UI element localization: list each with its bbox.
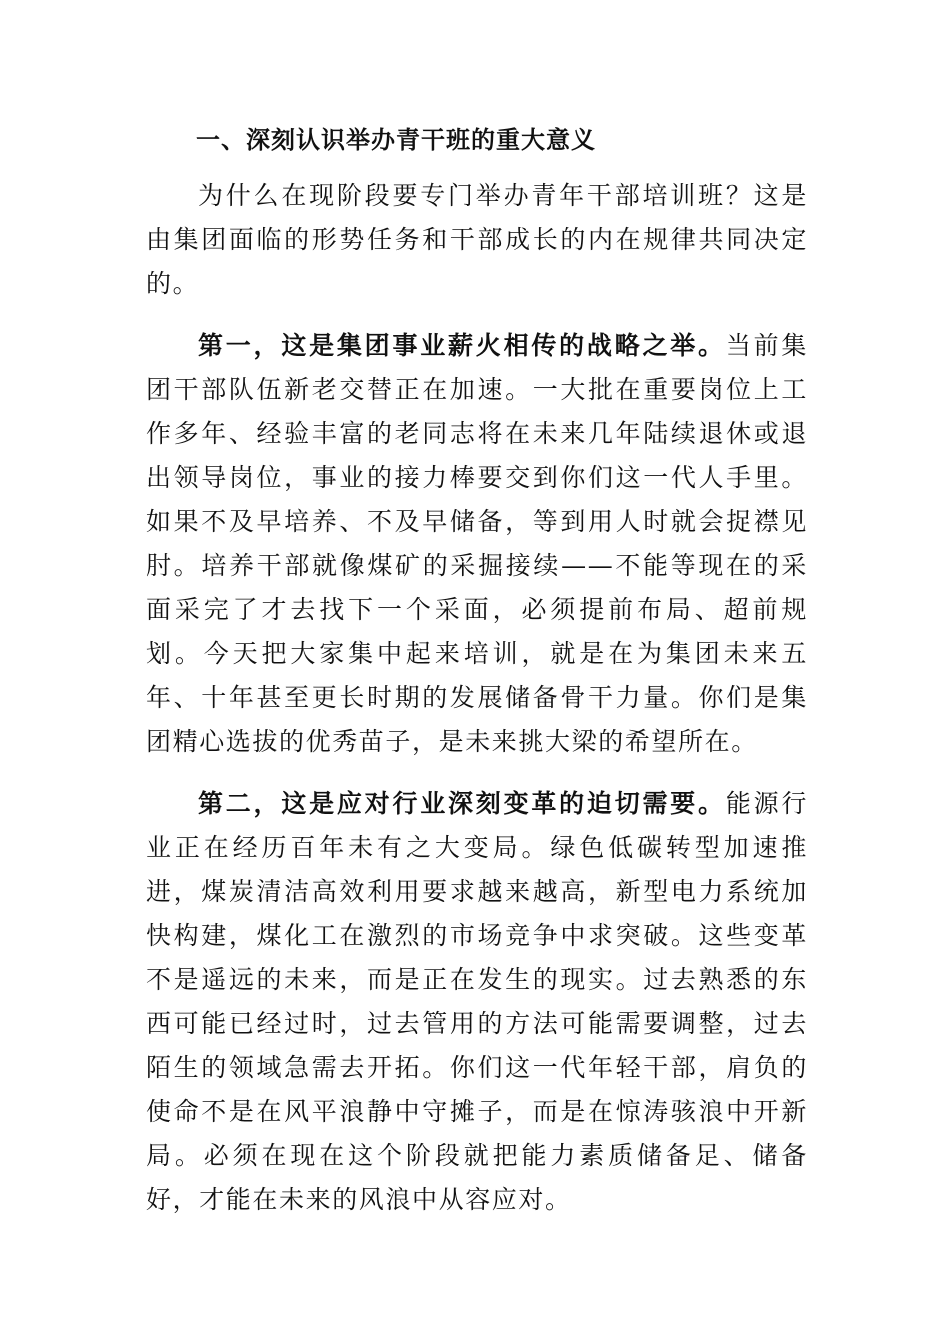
paragraph-second-body: 能源行业正在经历百年未有之大变局。绿色低碳转型加速推进，煤炭清洁高效利用要求越来越高，新型电力系统加快构建，煤化工在激烈的市场竞争中求突破。这些变革不是遥远的未来，而是正在发生的现实。过去熟悉的东西可能已经过时，过去管用的方法可能需要调整，过去陌生的领域急需去开拓。你们这一代年轻干部，肩负的使命不是在风平浪静中守摊子，而是在惊涛骇浪中开新局。必须在现在这个阶段就把能力素质储备足、储备好，才能在未来的风浪中从容应对。 [146,789,808,1214]
paragraph-first [146,324,808,764]
paragraph-second [146,782,808,1222]
section-heading: 一、深刻认识举办青干班的重大意义 [196,125,596,154]
paragraph-first-body: 当前集团干部队伍新老交替正在加速。一大批在重要岗位上工作多年、经验丰富的老同志将在未来几年陆续退休或退出领导岗位，事业的接力棒要交到你们这一代人手里。如果不及早培养、不及早储备，等到用人时就会捉襟见肘。培养干部就像煤矿的采掘接续——不能等现在的采面采完了才去找下一个采面，必须提前布局、超前规划。今天把大家集中起来培训，就是在为集团未来五年、十年甚至更长时期的发展储备骨干力量。你们是集团精心选拔的优秀苗子，是未来挑大梁的希望所在。 [146,331,808,756]
document-body [146,118,808,1240]
paragraph-first-lead: 第一，这是集团事业薪火相传的战略之举。 [198,331,726,360]
intro-paragraph: 为什么在现阶段要专门举办青年干部培训班？这是由集团面临的形势任务和干部成长的内在规律共同决定的。 [146,181,808,298]
paragraph-second-lead: 第二，这是应对行业深刻变革的迫切需要。 [198,789,726,818]
